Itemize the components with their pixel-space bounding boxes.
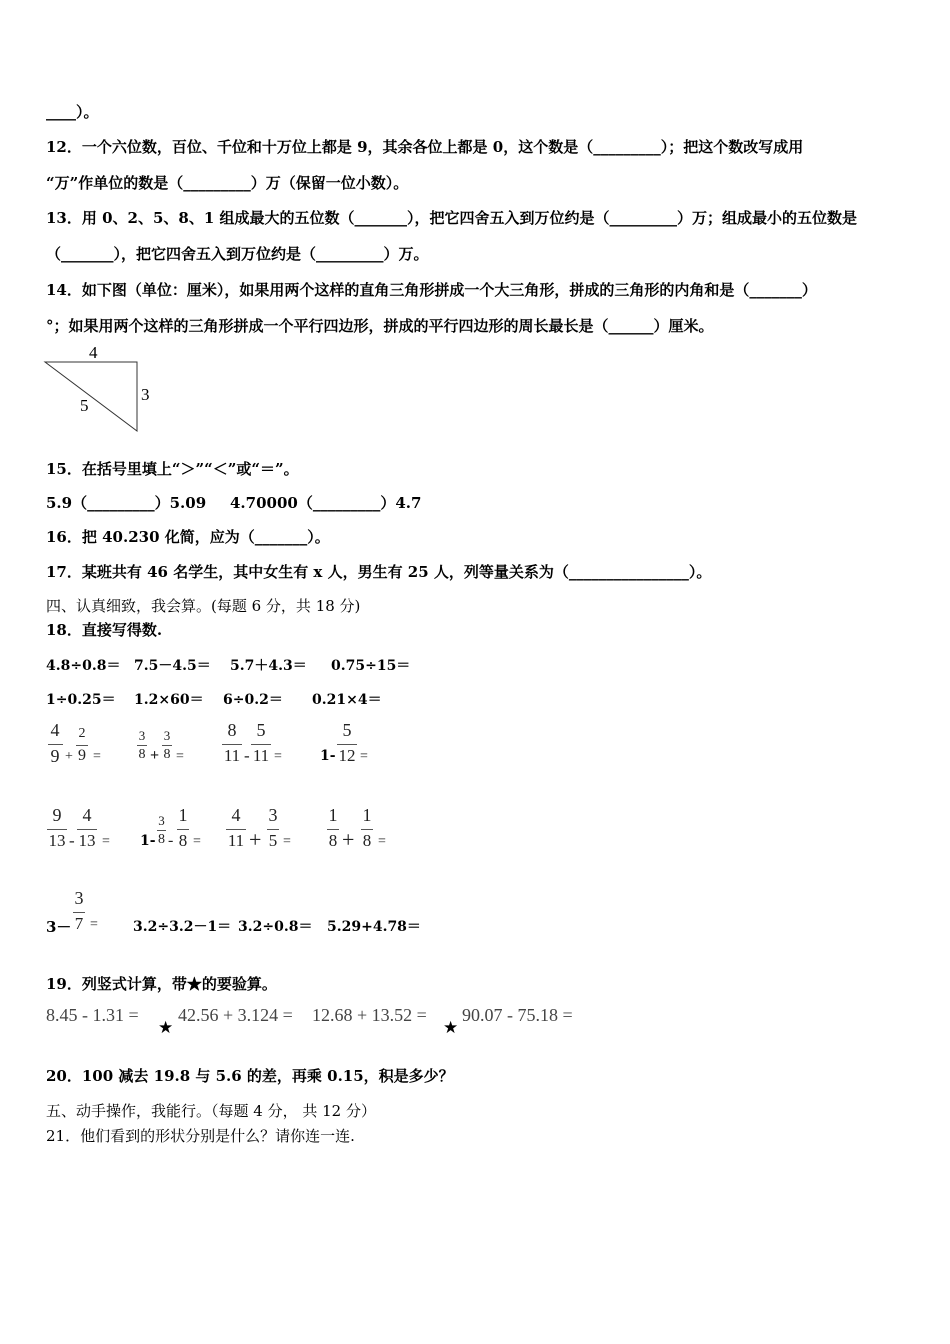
q20: 20．100 减去 19.8 与 5.6 的差，再乘 0.15，积是多少？ (46, 1067, 454, 1085)
q18-r1-item: 7.5－4.5＝ (134, 658, 211, 674)
q18-r2-item: 1.2×60＝ (134, 692, 204, 708)
section-5-heading: 五、动手操作，我能行。（每题 4 分， 共 12 分） (46, 1102, 376, 1120)
right-triangle-figure (40, 340, 160, 435)
q18-r5-item: 3.2÷3.2－1＝ (133, 919, 232, 935)
equals-sign: = (274, 749, 282, 764)
numerator: 3 (268, 805, 278, 825)
q14-line1: 14．如下图（单位：厘米），如果用两个这样的直角三角形拼成一个大三角形，拼成的三角形的内角和是（_______） (46, 281, 817, 299)
q18-r1-item: 5.7＋4.3＝ (230, 658, 307, 674)
triangle-shape (45, 362, 137, 431)
star-icon: ★ (443, 1018, 459, 1038)
denominator: 11 (252, 746, 270, 765)
q15-item-b: 4.70000（_________）4.7 (230, 494, 422, 512)
numerator: 5 (256, 720, 266, 740)
denominator: 8 (163, 747, 171, 762)
q18-r5-item: 3.2÷0.8＝ (238, 919, 313, 935)
fraction-expr-2 (136, 720, 206, 768)
plus-operator: + (150, 747, 160, 764)
equals-sign: = (360, 749, 368, 764)
numerator: 1 (328, 805, 338, 825)
numerator: 1 (362, 805, 372, 825)
q19-calc-4: 90.07 - 75.18 = (462, 1005, 573, 1025)
q17: 17．某班共有 46 名学生，其中女生有 x 人，男生有 25 人，列等量关系为（________________）。 (46, 563, 712, 581)
numerator: 2 (78, 726, 86, 741)
denominator: 7 (74, 914, 84, 933)
q12-line2: “万”作单位的数是（_________）万（保留一位小数）。 (46, 174, 409, 192)
denominator: 8 (138, 747, 146, 762)
numerator: 3 (74, 888, 84, 908)
equals-sign: = (102, 834, 110, 849)
minus-operator: - (168, 832, 174, 849)
q16: 16．把 40.230 化简，应为（_______）。 (46, 528, 330, 546)
triangle-label-hypotenuse: 5 (80, 396, 89, 415)
q19-title: 19．列竖式计算，带★的要验算。 (46, 975, 277, 993)
section-4-heading: 四、认真细致，我会算。(每题 6 分，共 18 分) (46, 597, 361, 615)
fraction-expr-6 (140, 805, 215, 853)
q12-line1: 12．一个六位数，百位、千位和十万位上都是 9，其余各位上都是 0，这个数是（_________）；把这个数改写成用 (46, 138, 804, 156)
q13-line1: 13．用 0、2、5、8、1 组成最大的五位数（_______），把它四舍五入到万位约是（_________）万；组成最小的五位数是 (46, 209, 858, 227)
fraction-expr-1 (47, 720, 117, 768)
denominator: 9 (50, 746, 60, 766)
denominator: 5 (268, 831, 278, 850)
star-icon: ★ (158, 1018, 174, 1038)
triangle-label-top: 4 (89, 343, 98, 362)
q13-line2: （_______），把它四舍五入到万位约是（_________）万。 (46, 245, 429, 263)
equals-sign: = (176, 749, 184, 764)
denominator: 12 (338, 746, 356, 765)
q18-title: 18．直接写得数. (46, 621, 163, 639)
equals-sign: = (283, 834, 291, 849)
denominator: 13 (48, 831, 66, 850)
numerator: 4 (50, 720, 60, 740)
minus-operator: - (244, 746, 250, 765)
three-minus: 3－ (46, 918, 72, 936)
fraction-expr-7 (225, 805, 305, 853)
q18-r2-item: 6÷0.2＝ (223, 692, 283, 708)
denominator: 11 (227, 831, 245, 850)
numerator: 9 (52, 805, 62, 825)
q14-line2: °；如果用两个这样的三角形拼成一个平行四边形，拼成的平行四边形的周长最长是（______）厘米。 (46, 317, 714, 335)
numerator: 5 (342, 720, 352, 740)
q18-r1-item: 0.75÷15＝ (331, 658, 411, 674)
numerator: 3 (158, 813, 165, 828)
numerator: 3 (138, 728, 146, 743)
q21: 21．他们看到的形状分别是什么？请你连一连. (46, 1127, 355, 1145)
q15-item-a: 5.9（_________）5.09 (46, 494, 207, 512)
q18-r1-item: 4.8÷0.8＝ (46, 658, 121, 674)
numerator: 1 (178, 805, 188, 825)
numerator: 4 (82, 805, 92, 825)
denominator: 8 (328, 831, 338, 850)
q18-r5-item: 5.29+4.78＝ (327, 919, 421, 935)
denominator: 8 (158, 832, 165, 847)
fraction-expr-4 (320, 720, 390, 768)
numerator: 4 (231, 805, 241, 825)
q19-calc-1: 8.45 - 1.31 = (46, 1005, 139, 1025)
equals-sign: = (193, 834, 201, 849)
plus-operator: + (342, 827, 355, 852)
q18-r2-item: 1÷0.25＝ (46, 692, 116, 708)
denominator: 13 (78, 831, 96, 850)
triangle-label-right: 3 (141, 385, 150, 404)
fraction-expr-3 (221, 720, 301, 768)
q19-calc-2: 42.56 + 3.124 = (178, 1005, 293, 1025)
plus-operator: + (65, 749, 73, 764)
denominator: 9 (78, 747, 86, 764)
q18-r2-item: 0.21×4＝ (312, 692, 382, 708)
q19-calc-3: 12.68 + 13.52 = (312, 1005, 427, 1025)
denominator: 11 (223, 746, 241, 765)
one-minus: 1- (140, 833, 156, 849)
plus-operator: + (249, 827, 262, 852)
numerator: 3 (163, 728, 171, 743)
fraction-expr-8 (326, 805, 396, 853)
minus-operator: - (69, 831, 75, 850)
denominator: 8 (178, 831, 188, 850)
fraction-expr-5 (46, 805, 126, 853)
equals-sign: = (93, 749, 101, 764)
numerator: 8 (227, 720, 237, 740)
one-minus: 1- (320, 748, 336, 764)
equals-sign: = (90, 917, 98, 932)
q15-title: 15．在括号里填上“＞”“＜”或“＝”。 (46, 460, 299, 478)
denominator: 8 (362, 831, 372, 850)
fraction-expr-9 (46, 888, 116, 936)
q11-tail: ____）。 (46, 103, 99, 121)
equals-sign: = (378, 834, 386, 849)
